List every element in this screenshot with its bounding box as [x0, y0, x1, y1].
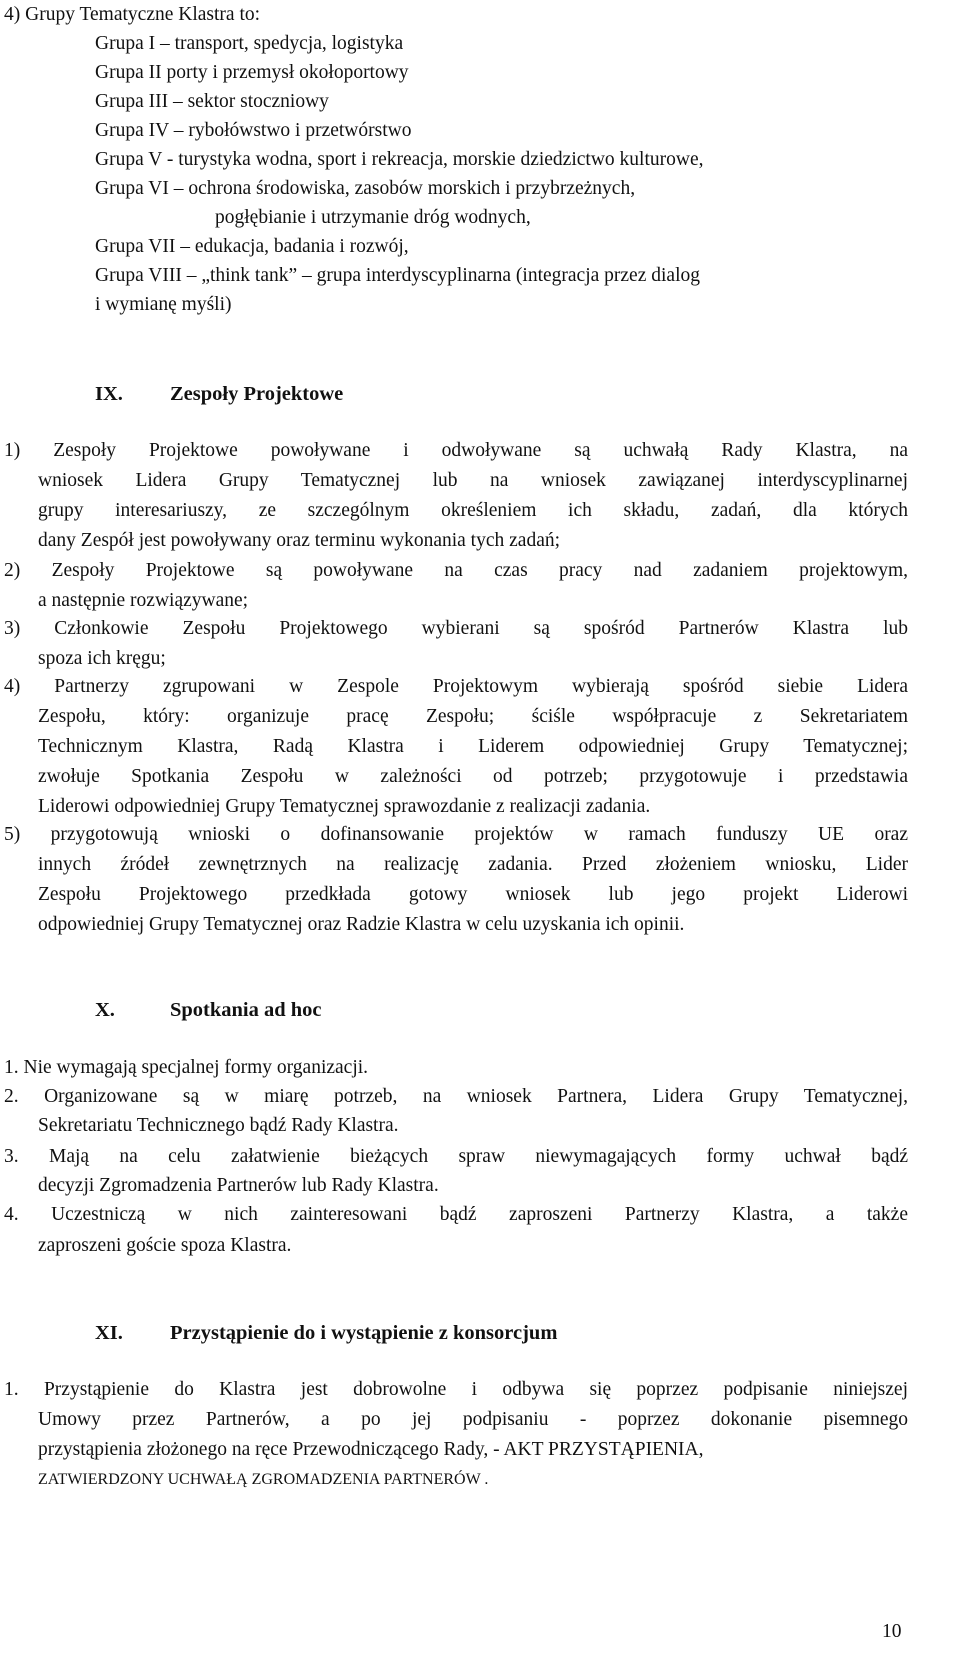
section-xi-line: ZATWIERDZONY UCHWAŁĄ ZGROMADZENIA PARTNERÓW .: [38, 1471, 489, 1488]
section-xi-line: 1. Przystąpienie do Klastra jest dobrowolne i odbywa się poprzez podpisanie niniejszej: [4, 1379, 908, 1400]
group-item-continuation: pogłębianie i utrzymanie dróg wodnych,: [215, 207, 531, 228]
group-item: Grupa VII – edukacja, badania i rozwój,: [95, 236, 409, 257]
section-ix-line: innych źródeł zewnętrznych na realizację zadania. Przed złożeniem wniosku, Lider: [38, 854, 908, 875]
section-x-line: 3. Mają na celu załatwienie bieżących spraw niewymagających formy uchwał bądź: [4, 1146, 908, 1167]
section-xi-line: Umowy przez Partnerów, a po jej podpisaniu - poprzez dokonanie pisemnego: [38, 1409, 908, 1430]
section-ix-line: 4) Partnerzy zgrupowani w Zespole Projektowym wybierają spośród siebie Lidera: [4, 676, 908, 697]
section-ix-line: a następnie rozwiązywane;: [38, 590, 249, 611]
section-xi-title: Przystąpienie do i wystąpienie z konsorcjum: [170, 1322, 558, 1344]
section-ix-line: grupy interesariuszy, ze szczególnym określeniem ich składu, zadań, dla których: [38, 500, 908, 521]
section-ix-line: spoza ich kręgu;: [38, 648, 166, 669]
section-ix-line: 3) Członkowie Zespołu Projektowego wybierani są spośród Partnerów Klastra lub: [4, 618, 908, 639]
section-x-line: Sekretariatu Technicznego bądź Rady Klastra.: [38, 1115, 399, 1136]
group-item-continuation: i wymianę myśli): [95, 294, 232, 315]
groups-intro: 4) Grupy Tematyczne Klastra to:: [4, 4, 261, 25]
section-ix-number: IX.: [95, 383, 123, 405]
section-x-title: Spotkania ad hoc: [170, 999, 322, 1021]
section-xi-line: przystąpienia złożonego na ręce Przewodniczącego Rady, - AKT PRZYSTĄPIENIA,: [38, 1439, 704, 1460]
section-ix-line: dany Zespół jest powoływany oraz terminu wykonania tych zadań;: [38, 530, 561, 551]
group-item: Grupa I – transport, spedycja, logistyka: [95, 33, 404, 54]
section-ix-line: odpowiedniej Grupy Tematycznej oraz Radzie Klastra w celu uzyskania ich opinii.: [38, 914, 685, 935]
section-x-number: X.: [95, 999, 115, 1021]
section-ix-line: Liderowi odpowiedniej Grupy Tematycznej sprawozdanie z realizacji zadania.: [38, 796, 651, 817]
group-item: Grupa VI – ochrona środowiska, zasobów morskich i przybrzeżnych,: [95, 178, 636, 199]
section-ix-line: 1) Zespoły Projektowe powoływane i odwoływane są uchwałą Rady Klastra, na: [4, 440, 908, 461]
section-x-line: 2. Organizowane są w miarę potrzeb, na wniosek Partnera, Lidera Grupy Tematycznej,: [4, 1086, 908, 1107]
group-item: Grupa VIII – „think tank” – grupa interdyscyplinarna (integracja przez dialog: [95, 265, 700, 286]
section-x-line: 4. Uczestniczą w nich zainteresowani bądź zaproszeni Partnerzy Klastra, a także: [4, 1204, 908, 1225]
section-x-line: 1. Nie wymagają specjalnej formy organizacji.: [4, 1057, 369, 1078]
section-ix-line: 5) przygotowują wnioski o dofinansowanie projektów w ramach funduszy UE oraz: [4, 824, 908, 845]
section-ix-line: Zespołu, który: organizuje pracę Zespołu; ściśle współpracuje z Sekretariatem: [38, 706, 908, 727]
section-ix-line: wniosek Lidera Grupy Tematycznej lub na wniosek zawiązanej interdyscyplinarnej: [38, 470, 908, 491]
section-ix-line: Technicznym Klastra, Radą Klastra i Liderem odpowiedniej Grupy Tematycznej;: [38, 736, 908, 757]
group-item: Grupa III – sektor stoczniowy: [95, 91, 329, 112]
section-x-line: zaproszeni goście spoza Klastra.: [38, 1235, 292, 1256]
section-xi-number: XI.: [95, 1322, 123, 1344]
group-item: Grupa V - turystyka wodna, sport i rekreacja, morskie dziedzictwo kulturowe,: [95, 149, 704, 170]
section-x-line: decyzji Zgromadzenia Partnerów lub Rady Klastra.: [38, 1175, 439, 1196]
section-ix-line: Zespołu Projektowego przedkłada gotowy wniosek lub jego projekt Liderowi: [38, 884, 908, 905]
section-ix-title: Zespoły Projektowe: [170, 383, 344, 405]
group-item: Grupa II porty i przemysł okołoportowy: [95, 62, 409, 83]
page-number: 10: [882, 1621, 902, 1642]
group-item: Grupa IV – rybołówstwo i przetwórstwo: [95, 120, 412, 141]
section-ix-line: zwołuje Spotkania Zespołu w zależności od potrzeb; przygotowuje i przedstawia: [38, 766, 908, 787]
section-ix-line: 2) Zespoły Projektowe są powoływane na czas pracy nad zadaniem projektowym,: [4, 560, 908, 581]
